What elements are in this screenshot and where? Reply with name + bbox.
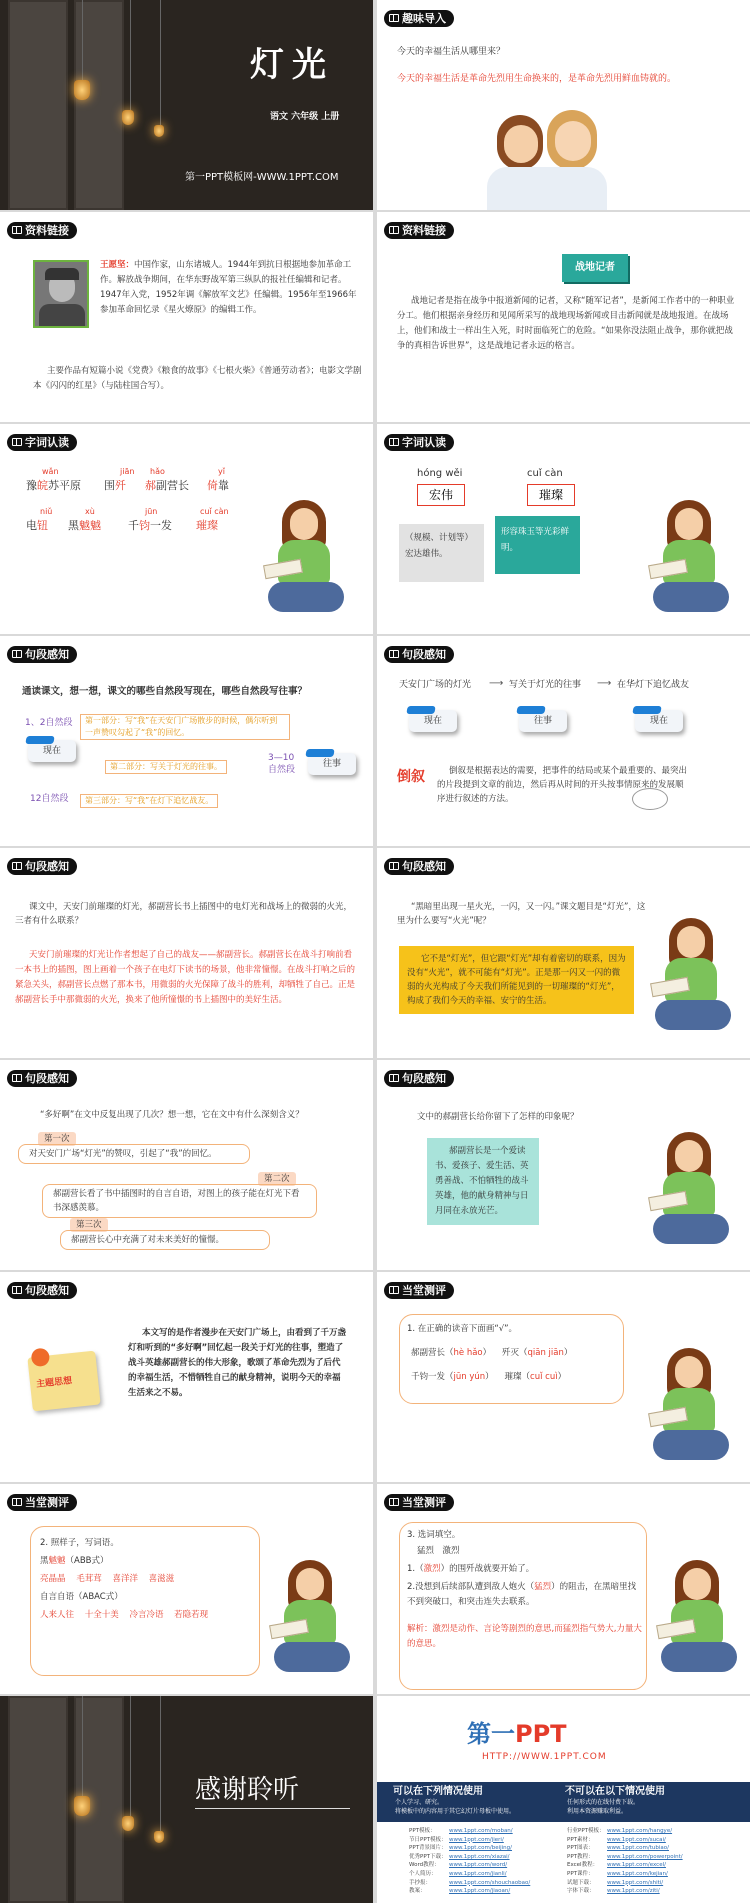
question-text: “多好啊”在文中反复出现了几次？想一想，它在文中有什么深刻含义？ — [40, 1110, 304, 1120]
link-label: Word教程： — [409, 1862, 440, 1869]
occurrence-tag: 第三次 — [70, 1218, 108, 1232]
link-label: PPT背景图片： — [409, 1845, 447, 1852]
flashback-label: 倒叙 — [397, 769, 425, 785]
thanks-text: 感谢聆听 — [195, 1775, 300, 1805]
slide-intro[interactable] — [377, 0, 750, 210]
allowed-title: 可以在下列情况使用 — [393, 1786, 483, 1797]
slide-fire-light[interactable] — [377, 848, 750, 1058]
slide-war-reporter[interactable] — [377, 212, 750, 422]
word: 郝副营长 — [145, 479, 189, 492]
resource-link-row[interactable] — [567, 1861, 737, 1870]
question-text: “黑暗里出现一星火光，一闪，又一闪。”课文题目是“灯光”，这里为什么要写“火光”呢？ — [397, 902, 646, 926]
arrow-icon: ⟶ — [489, 678, 504, 689]
word-options: 猛烈 激烈 — [417, 1546, 460, 1556]
occurrence-text: 郝副营长看了书中插图时的自言自语，对图上的孩子能在灯光下看书深感羡慕。 — [42, 1184, 317, 1218]
arrow-icon: ⟶ — [597, 678, 612, 689]
forbidden-title: 不可以在以下情况使用 — [565, 1786, 665, 1797]
resource-link-row[interactable] — [567, 1836, 737, 1845]
label-past: 往事 — [308, 753, 356, 775]
link-url[interactable]: www.1ppt.com/tubiao/ — [607, 1845, 669, 1852]
question-text: 文中的郝副营长给你留下了怎样的印象呢？ — [417, 1112, 579, 1122]
slide-header: 字词认读 — [384, 434, 454, 451]
link-url[interactable]: www.1ppt.com/powerpoint/ — [607, 1853, 683, 1860]
allowed-item: 将模板中的内容用于其它幻灯片母板中使用。 — [395, 1808, 516, 1815]
link-list-left — [409, 1827, 569, 1896]
brand-url: HTTP://WWW.1PPT.COM — [482, 1752, 607, 1762]
slide-quiz-pinyin[interactable] — [377, 1272, 750, 1482]
book-icon — [389, 1498, 399, 1506]
link-url[interactable]: www.1ppt.com/moban/ — [449, 1828, 513, 1834]
resource-link-row[interactable] — [409, 1836, 569, 1845]
slide-three-lights[interactable] — [0, 848, 373, 1058]
link-url[interactable]: www.1ppt.com/sucai/ — [607, 1836, 666, 1843]
link-url[interactable]: www.1ppt.com/jianli/ — [449, 1870, 507, 1877]
occurrence-text: 对天安门广场“灯光”的赞叹，引起了“我”的回忆。 — [18, 1144, 250, 1164]
window-frame — [8, 0, 68, 210]
book-icon — [12, 650, 22, 658]
label-now: 现在 — [28, 740, 76, 762]
link-url[interactable]: www.1ppt.com/jiaoan/ — [449, 1888, 511, 1895]
pinyin: cuǐ càn — [200, 507, 229, 516]
fill-line: 1.（激烈）的围歼战就要开始了。 — [407, 1564, 535, 1574]
site-caption: 第一PPT模板网-WWW.1PPT.COM — [185, 172, 339, 183]
answer-text: 天安门前璀璨的灯光让作者想起了自己的战友——郝副营长。郝副营长在战斗打响前看一本书上的插图，图上画着一个孩子在电灯下读书的场景，他非常憧憬。在战斗打响之后的紧急关头，郝副营长点燃了那本书，用微弱的火光保障了战斗的胜利，却牺牲了自己。正是郝副营长手中那微弱的火光，换来了他所憧憬的书上插图中的美好生活。 — [15, 950, 356, 1005]
slide-header: 当堂测评 — [7, 1494, 77, 1511]
lamp-icon — [74, 1796, 90, 1816]
girl-reading-illustration — [655, 1560, 741, 1680]
resource-link-row[interactable] — [567, 1870, 737, 1879]
quiz-line: 郝副营长（hè hǎo） 歼灭（qiān jiān） — [411, 1348, 573, 1358]
answer-box: 它不是“灯光”，但它跟“灯光”却有着密切的联系，因为没有“火光”，就不可能有“灯光”。正是那一闪又一闪的微弱的火光构成了今天我们所能见到的一切璀璨的“灯光”，构成了我们今天的幸福、安宁的生活。 — [399, 946, 634, 1014]
link-label: PPT教程： — [567, 1853, 594, 1860]
slide-header: 当堂测评 — [384, 1494, 454, 1511]
part-note: 第二部分：写关于灯光的往事。 — [105, 760, 227, 774]
link-label: 字体下载： — [567, 1888, 595, 1895]
flow-step: 在华灯下追忆战友 — [617, 680, 690, 690]
question-text: 3. 选词填空。 — [407, 1530, 461, 1540]
link-label: 个人简历： — [409, 1870, 437, 1877]
link-url[interactable]: www.1ppt.com/jieri/ — [449, 1836, 504, 1843]
link-url[interactable]: www.1ppt.com/shouchaobao/ — [449, 1879, 531, 1886]
slide-header: 当堂测评 — [384, 1282, 454, 1299]
slide-word-reading[interactable] — [0, 424, 373, 634]
slide-impression[interactable] — [377, 1060, 750, 1270]
slide-quiz-fill[interactable] — [377, 1484, 750, 1694]
link-url[interactable]: www.1ppt.com/xiazai/ — [449, 1853, 510, 1860]
resource-link-row[interactable] — [567, 1853, 737, 1862]
definition-box: （规模、计划等）宏达雄伟。 — [399, 524, 484, 582]
war-reporter-badge: 战地记者 — [562, 254, 628, 282]
theme-card: 主题思想 — [27, 1351, 100, 1412]
link-label: PPT模板： — [409, 1828, 436, 1834]
author-works: 主要作品有短篇小说《党费》《粮食的故事》《七根火柴》《普通劳动者》；电影文学剧本《闪闪的红星》（与陆柱国合写）。 — [33, 366, 362, 391]
resource-link-row[interactable] — [567, 1887, 737, 1896]
book-icon — [12, 1286, 22, 1294]
girl-reading-illustration — [268, 1560, 354, 1680]
slide-header: 句段感知 — [7, 1282, 77, 1299]
book-icon — [389, 650, 399, 658]
link-list-right — [567, 1827, 737, 1896]
slide-header: 趣味导入 — [384, 10, 454, 27]
book-icon — [12, 226, 22, 234]
link-label: 节日PPT模板： — [409, 1836, 447, 1843]
resource-link-row[interactable] — [409, 1887, 569, 1896]
definition-text: 战地记者是指在战争中报道新闻的记者，又称“随军记者”，是新闻工作者中的一种职业分工。他们根据亲身经历和见闻所采写的战地现场新闻或目击新闻就是战地报道。在战场上，他们和战士一样出生入死，时时面临死亡的危险。“如果你没法阻止战争，那你就把战争的真相告诉世界”，这是战地记者永远的格言。 — [397, 296, 735, 351]
question-text: 课文中，天安门前璀璨的灯光，郝副营长书上插图中的电灯光和战场上的微弱的火光，三者有什么联系？ — [15, 902, 353, 926]
link-url[interactable]: www.1ppt.com/kejian/ — [607, 1870, 668, 1877]
girl-reading-illustration — [649, 918, 735, 1038]
book-icon — [12, 1074, 22, 1082]
slide-title[interactable] — [0, 0, 373, 210]
slide-paragraph-structure[interactable] — [0, 636, 373, 846]
pinyin: jūn — [145, 507, 158, 516]
resource-link-row[interactable] — [409, 1870, 569, 1879]
answer-text: 今天的幸福生活是革命先烈用生命换来的，是革命先烈用鲜血铸就的。 — [397, 74, 677, 84]
part-note: 第一部分：写“我”在天安门广场散步的时候，偶尔听到一声赞叹勾起了“我”的回忆。 — [80, 714, 290, 740]
part-note: 第三部分：写“我”在灯下追忆战友。 — [80, 794, 218, 808]
resource-link-row[interactable] — [409, 1853, 569, 1862]
resource-link-row[interactable] — [567, 1879, 737, 1888]
pinyin: hóng wěi — [417, 468, 463, 479]
quiz-line: 千钧一发（jūn yún） 璀璨（cuǐ cuì） — [411, 1372, 567, 1382]
resource-link-row[interactable] — [567, 1827, 737, 1836]
resource-link-row[interactable] — [409, 1827, 569, 1836]
word: 围歼 — [104, 479, 126, 492]
slide-subtitle: 语文 六年级 上册 — [270, 112, 340, 122]
slide-theme[interactable] — [0, 1272, 373, 1482]
slide-header: 句段感知 — [384, 646, 454, 663]
slide-how-good[interactable] — [0, 1060, 373, 1270]
resource-link-row[interactable] — [409, 1861, 569, 1870]
question-text: 今天的幸福生活从哪里来？ — [397, 47, 506, 57]
lamp-icon — [154, 1831, 164, 1843]
slide-usage-info[interactable] — [377, 1696, 750, 1903]
slide-header: 句段感知 — [7, 858, 77, 875]
lamp-icon — [74, 80, 90, 100]
word-box: 宏伟 — [417, 484, 465, 506]
slide-header: 字词认读 — [7, 434, 77, 451]
word: 豫皖苏平原 — [26, 479, 81, 492]
book-icon — [12, 862, 22, 870]
definition-box: 形容珠玉等光彩鲜明。 — [495, 516, 580, 574]
slide-title-text: 灯光 — [250, 45, 334, 85]
pinyin: xù — [85, 507, 95, 516]
pinyin: hǎo — [150, 467, 165, 476]
forbidden-item: 任何形式的在线付费下载。 — [567, 1799, 640, 1806]
book-icon — [389, 1286, 399, 1294]
link-url[interactable]: www.1ppt.com/shiti/ — [607, 1879, 664, 1886]
link-label: 行业PPT模板： — [567, 1828, 605, 1834]
word: 黑魆魆 — [68, 519, 101, 532]
girl-reading-illustration — [647, 1132, 733, 1252]
link-url[interactable]: www.1ppt.com/hangye/ — [607, 1828, 673, 1834]
theme-text: 本文写的是作者漫步在天安门广场上，由看到了千万盏灯和听到的“多好啊”回忆起一段关于灯光的往事，塑造了战斗英雄郝副营长的伟大形象，歌颂了革命先烈为了后代的幸福生活，不惜牺牲自己的献身精神，说明今天的幸福生活来之不易。 — [128, 1328, 347, 1398]
author-portrait — [33, 260, 89, 328]
word: 璀璨 — [196, 519, 218, 532]
resource-link-row[interactable] — [567, 1844, 737, 1853]
link-url[interactable]: www.1ppt.com/ziti/ — [607, 1888, 660, 1895]
paragraph-range: 3—10自然段 — [268, 753, 296, 775]
link-label: PPT素材： — [567, 1836, 594, 1843]
book-icon — [389, 438, 399, 446]
explanation-text: 解析：激烈是动作、言论等剧烈的意思,而猛烈指气势大,力量大的意思。 — [407, 1624, 642, 1649]
pinyin: yǐ — [218, 467, 225, 476]
lamp-icon — [154, 125, 164, 137]
pinyin: wǎn — [42, 467, 59, 476]
slide-header: 句段感知 — [7, 646, 77, 663]
word: 倚靠 — [207, 479, 229, 492]
pushpin-icon — [31, 1347, 51, 1367]
occurrence-tag: 第二次 — [258, 1172, 296, 1186]
slide-header: 资料链接 — [384, 222, 454, 239]
slide-word-meaning[interactable] — [377, 424, 750, 634]
resource-link-row[interactable] — [409, 1844, 569, 1853]
link-label: PPT图表： — [567, 1845, 594, 1852]
link-label: 教案： — [409, 1888, 426, 1895]
forbidden-item: 利用本资源赚取利益。 — [567, 1808, 628, 1815]
slide-header: 句段感知 — [7, 1070, 77, 1087]
flow-step: 写关于灯光的往事 — [509, 680, 582, 690]
girl-reading-illustration — [647, 500, 733, 620]
resource-link-row[interactable] — [409, 1879, 569, 1888]
answer-box: 郝副营长是一个爱读书、爱孩子、爱生活、英勇善战、不怕牺牲的战斗英雄，他的献身精神与日月同在永放光芒。 — [427, 1138, 539, 1225]
brand-logo: 第一PPT — [467, 1720, 567, 1748]
answer-words: 亮晶晶 毛茸茸 喜洋洋 喜滋滋 — [40, 1574, 175, 1584]
slide-flashback[interactable] — [377, 636, 750, 846]
label-now: 现在 — [635, 710, 683, 732]
lamp-icon — [122, 1816, 134, 1831]
allowed-item: 个人学习、研究。 — [395, 1799, 444, 1806]
link-url[interactable]: www.1ppt.com/word/ — [449, 1862, 508, 1869]
link-url[interactable]: www.1ppt.com/beijing/ — [449, 1845, 513, 1852]
question-text: 通读课文，想一想，课文的哪些自然段写现在，哪些自然段写往事？ — [22, 686, 308, 697]
slide-quiz-words[interactable] — [0, 1484, 373, 1694]
answer-words: 人来人往 十全十美 冷言冷语 若隐若现 — [40, 1610, 209, 1620]
book-icon — [12, 438, 22, 446]
window-frame — [8, 1696, 68, 1903]
author-bio: 王愿坚：中国作家，山东诸城人。1944年到抗日根据地参加革命工作。解放战争期间，在华东野战军第三纵队的报社任编辑和记者。1947年入党，1952年调《解放军文艺》任编辑。1956年至1966年参加革命回忆录《星火燎原》的编辑工作。 — [100, 260, 357, 315]
link-label: PPT课件： — [567, 1870, 594, 1877]
label-now: 现在 — [409, 710, 457, 732]
slide-header: 资料链接 — [7, 222, 77, 239]
link-label: Excel教程： — [567, 1862, 599, 1869]
children-photo — [477, 105, 627, 210]
pinyin: niǔ — [40, 507, 53, 516]
slide-header: 句段感知 — [384, 1070, 454, 1087]
definition-text: 倒叙是根据表达的需要，把事件的结局或某个最重要的、最突出的片段提到文章的前边，然后再从时间的开头按事情原来的发展顺序进行叙述的方法。 — [437, 766, 688, 804]
girl-reading-illustration — [647, 1348, 733, 1468]
word: 千钧一发 — [128, 519, 172, 532]
link-label: 手抄报： — [409, 1879, 432, 1886]
book-icon — [389, 14, 399, 22]
book-icon — [389, 226, 399, 234]
book-icon — [12, 1498, 22, 1506]
pinyin: jiān — [120, 467, 135, 476]
book-icon — [389, 1074, 399, 1082]
question-text: 2. 照样子，写词语。 — [40, 1538, 119, 1548]
slide-author-info[interactable] — [0, 212, 373, 422]
link-label: 优秀PPT下载： — [409, 1853, 447, 1860]
flow-step: 天安门广场的灯光 — [399, 680, 472, 690]
label-past: 往事 — [519, 710, 567, 732]
fill-line: 2.没想到后续部队遭到敌人炮火（猛烈）的阻击，在黑暗里找不到突破口，和突击连失去联系。 — [407, 1582, 637, 1607]
example-line: 黑魆魆（ABB式） — [40, 1556, 109, 1566]
divider — [195, 1808, 350, 1809]
book-icon — [389, 862, 399, 870]
girl-reading-illustration — [262, 500, 348, 620]
paragraph-range: 12自然段 — [30, 794, 69, 804]
example-line: 自言自语（ABAC式） — [40, 1592, 123, 1602]
link-url[interactable]: www.1ppt.com/excel/ — [607, 1862, 666, 1869]
slide-thanks[interactable] — [0, 1696, 373, 1903]
link-label: 试题下载： — [567, 1879, 595, 1886]
circle-mark — [632, 788, 668, 810]
pinyin: cuǐ càn — [527, 468, 563, 479]
occurrence-tag: 第一次 — [38, 1132, 76, 1146]
word-box: 璀璨 — [527, 484, 575, 506]
question-text: 1. 在正确的读音下面画“√”。 — [407, 1324, 518, 1334]
lamp-icon — [122, 110, 134, 125]
paragraph-range: 1、2自然段 — [25, 718, 73, 728]
slide-header: 句段感知 — [384, 858, 454, 875]
occurrence-text: 郝副营长心中充满了对未来美好的憧憬。 — [60, 1230, 270, 1250]
word: 电钮 — [26, 519, 48, 532]
